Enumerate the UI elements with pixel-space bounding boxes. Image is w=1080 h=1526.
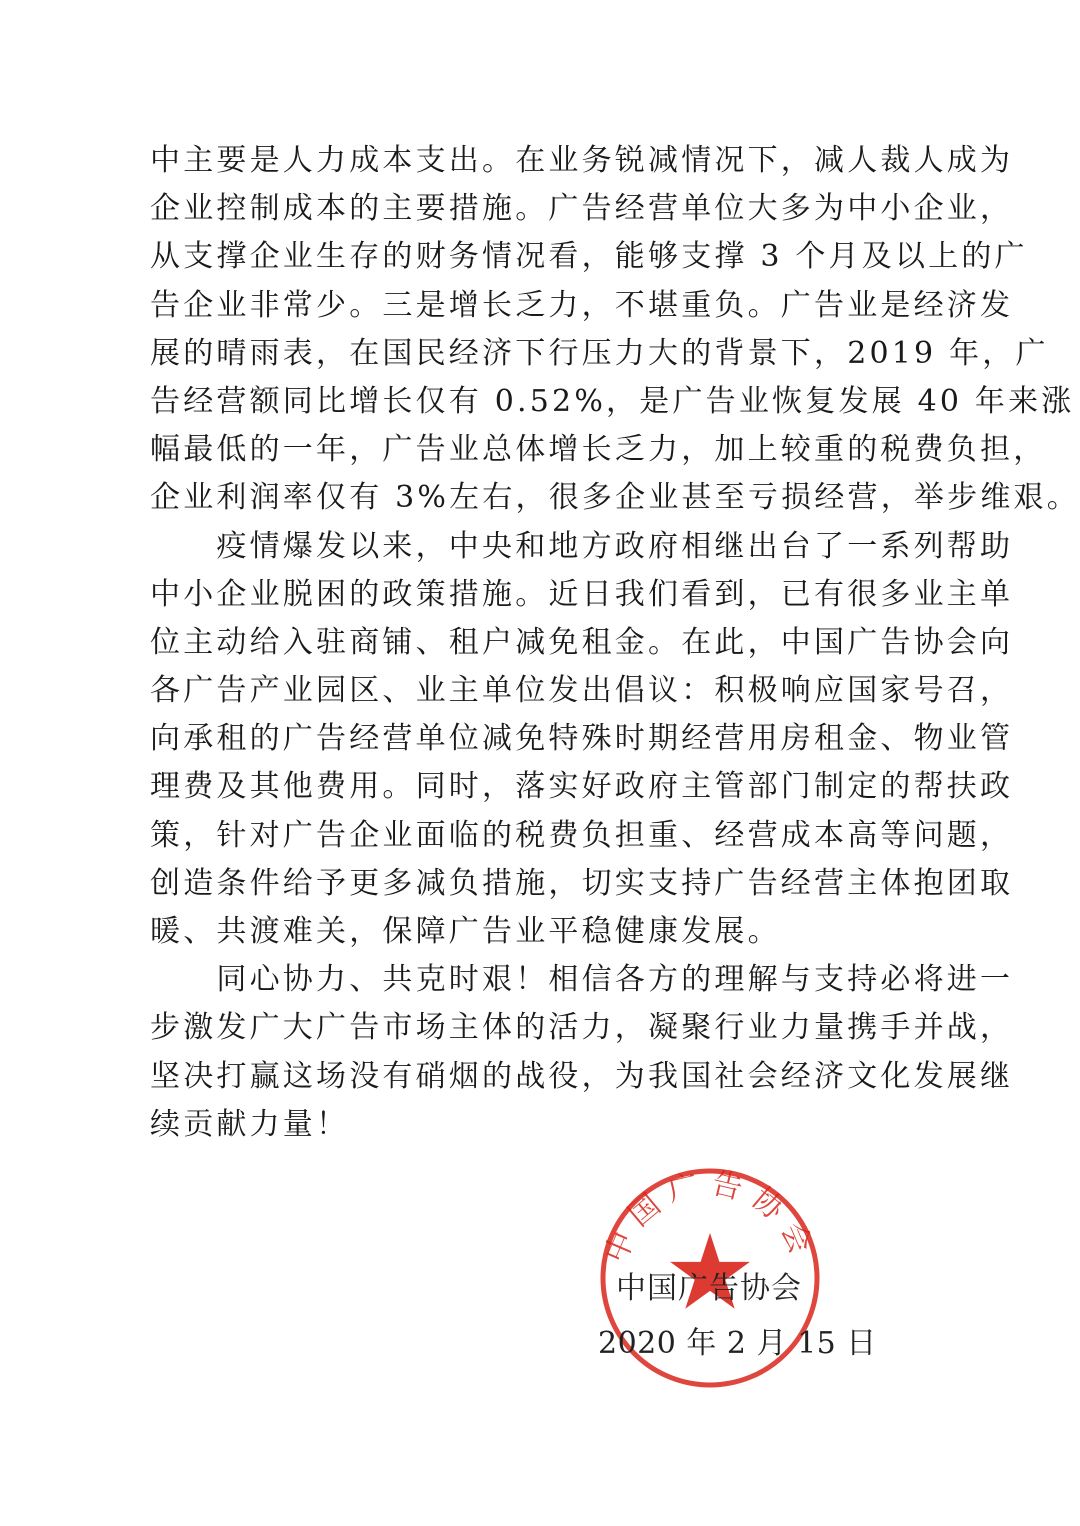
text-line: 坚决打赢这场没有硝烟的战役，为我国社会经济文化发展继 (150, 1058, 1014, 1094)
text-line: 企业控制成本的主要措施。广告经营单位大多为中小企业， (150, 191, 1014, 227)
text-line: 幅最低的一年，广告业总体增长乏力，加上较重的税费负担， (150, 432, 1047, 468)
text-line: 中小企业脱困的政策措施。近日我们看到，已有很多业主单 (150, 576, 1014, 612)
document-body (150, 137, 1080, 1149)
text-line: 同心协力、共克时艰！相信各方的理解与支持必将进一 (150, 962, 1014, 998)
text-line: 暖、共渡难关，保障广告业平稳健康发展。 (150, 914, 781, 949)
text-line: 位主动给入驻商铺、租户减免租金。在此，中国广告协会向 (150, 624, 1014, 660)
text-line: 从支撑企业生存的财务情况看，能够支撑 3 个月及以上的广 (150, 239, 1028, 275)
text-line: 续贡献力量！ (150, 1106, 350, 1142)
text-line: 疫情爆发以来，中央和地方政府相继出台了一系列帮助 (150, 528, 1014, 564)
seal-arc-text: 中国广告协会 (598, 1165, 822, 1269)
signature-organization: 中国广告协会 (616, 1271, 802, 1306)
text-line: 步激发广大广告市场主体的活力，凝聚行业力量携手并战， (150, 1010, 1014, 1046)
text-line: 告经营额同比增长仅有 0.52%，是广告业恢复发展 40 年来涨 (150, 383, 1075, 419)
text-line: 中主要是人力成本支出。在业务锐减情况下，减人裁人成为 (150, 143, 1014, 178)
text-line: 企业利润率仅有 3%左右，很多企业甚至亏损经营，举步维艰。 (150, 480, 1080, 516)
text-line: 告企业非常少。三是增长乏力，不堪重负。广告业是经济发 (150, 287, 1014, 323)
text-line: 创造条件给予更多减负措施，切实支持广告经营主体抱团取 (150, 865, 1014, 901)
text-line: 展的晴雨表，在国民经济下行压力大的背景下，2019 年，广 (150, 335, 1049, 371)
text-line: 向承租的广告经营单位减免特殊时期经营用房租金、物业管 (150, 721, 1014, 757)
text-line: 策，针对广告企业面临的税费负担重、经营成本高等问题， (150, 817, 1014, 853)
text-line: 理费及其他费用。同时，落实好政府主管部门制定的帮扶政 (150, 769, 1014, 805)
signature-date: 2020 年 2 月 15 日 (598, 1326, 877, 1361)
text-line: 各广告产业园区、业主单位发出倡议：积极响应国家号召， (150, 673, 1014, 709)
